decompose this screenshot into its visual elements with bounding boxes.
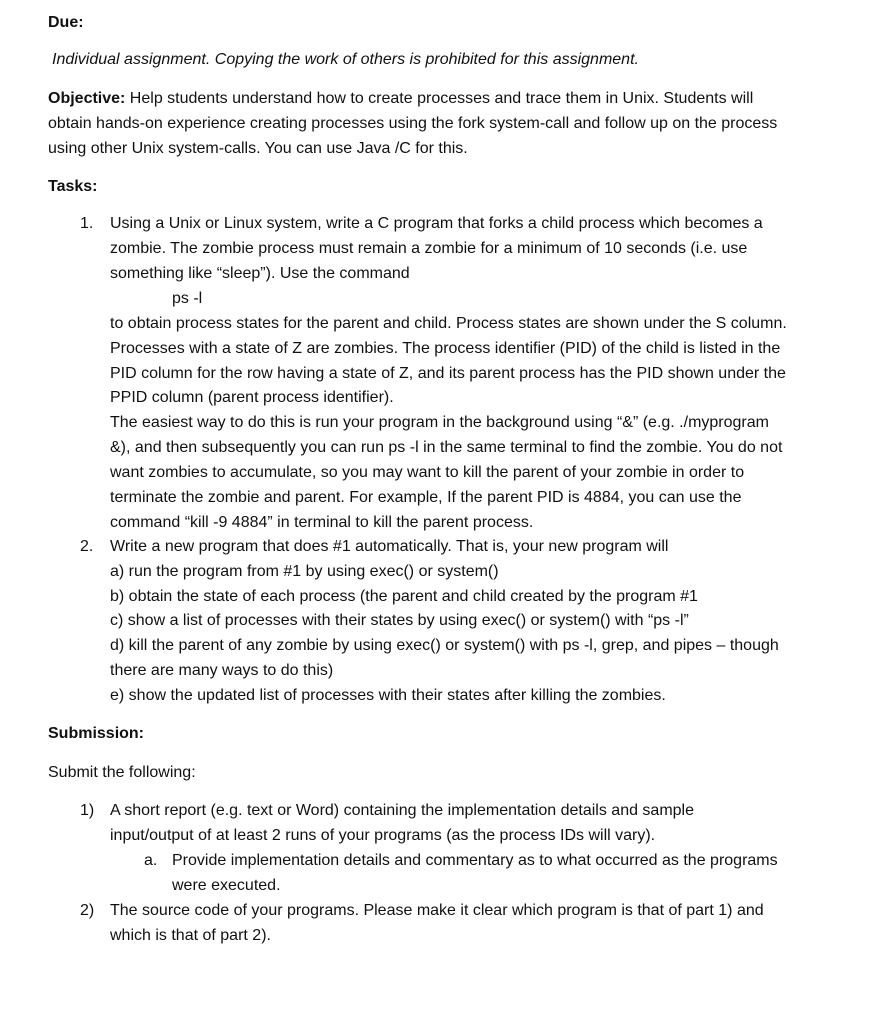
task-1-number: 1. bbox=[80, 215, 94, 232]
submission-subitem-a-line: were executed. bbox=[172, 877, 281, 894]
task-2-line: a) run the program from #1 by using exec() or system() bbox=[110, 563, 499, 580]
task-1-line: zombie. The zombie process must remain a zombie for a minimum of 10 seconds (i.e. use bbox=[110, 240, 748, 257]
task-1-line: to obtain process states for the parent and child. Process states are shown under the S column. bbox=[110, 315, 787, 332]
submission-subitem-a-line: Provide implementation details and commentary as to what occurred as the programs bbox=[172, 852, 778, 869]
task-2-line: there are many ways to do this) bbox=[110, 662, 334, 679]
submission-item-2-line: The source code of your programs. Please make it clear which program is that of part 1) and bbox=[110, 902, 764, 919]
objective-line-3: using other Unix system-calls. You can use Java /C for this. bbox=[48, 140, 468, 157]
submission-item-1-line: A short report (e.g. text or Word) containing the implementation details and sample bbox=[110, 802, 695, 819]
submission-item-1-number: 1) bbox=[80, 802, 95, 819]
objective-text-1: Help students understand how to create processes and trace them in Unix. Students will bbox=[125, 90, 754, 107]
task-1-line: something like “sleep”). Use the command bbox=[110, 265, 410, 282]
task-1-line: command “kill -9 4884” in terminal to kill the parent process. bbox=[110, 514, 534, 531]
task-1-line: want zombies to accumulate, so you may want to kill the parent of your zombie in order to bbox=[110, 464, 745, 481]
task-1-line: PID column for the row having a state of Z, and its parent process has the PID shown under the bbox=[110, 365, 786, 382]
objective-line-1 bbox=[48, 89, 753, 109]
submission-label: Submission: bbox=[48, 725, 145, 742]
task-2-line: b) obtain the state of each process (the parent and child created by the program #1 bbox=[110, 588, 698, 605]
submission-item-2-number: 2) bbox=[80, 902, 95, 919]
submission-intro: Submit the following: bbox=[48, 764, 196, 781]
individual-notice: Individual assignment. Copying the work of others is prohibited for this assignment. bbox=[52, 51, 639, 68]
submission-item-2-line: which is that of part 2). bbox=[110, 927, 271, 944]
task-2-line: d) kill the parent of any zombie by using exec() or system() with ps -l, grep, and pipes – though bbox=[110, 637, 779, 654]
objective-label: Objective: bbox=[48, 90, 126, 107]
task-1-line: &), and then subsequently you can run ps -l in the same terminal to find the zombie. You do not bbox=[110, 439, 783, 456]
submission-item-1-line: input/output of at least 2 runs of your programs (as the process IDs will vary). bbox=[110, 827, 656, 844]
task-2-number: 2. bbox=[80, 538, 94, 555]
task-1-line: terminate the zombie and parent. For example, If the parent PID is 4884, you can use the bbox=[110, 489, 742, 506]
task-2-line: e) show the updated list of processes with their states after killing the zombies. bbox=[110, 687, 666, 704]
tasks-label: Tasks: bbox=[48, 178, 98, 195]
task-2-line: c) show a list of processes with their states by using exec() or system() with “ps -l” bbox=[110, 612, 689, 629]
task-1-line: PPID column (parent process identifier). bbox=[110, 389, 394, 406]
task-1-line: Using a Unix or Linux system, write a C program that forks a child process which becomes a bbox=[110, 215, 763, 232]
due-label: Due: bbox=[48, 14, 84, 31]
task-2-line: Write a new program that does #1 automatically. That is, your new program will bbox=[110, 538, 669, 555]
task-1-line: The easiest way to do this is run your program in the background using “&” (e.g. ./myprogram bbox=[110, 414, 769, 431]
submission-subitem-a-number: a. bbox=[144, 852, 158, 869]
objective-line-2: obtain hands-on experience creating processes using the fork system-call and follow up on the process bbox=[48, 115, 778, 132]
ps-command: ps -l bbox=[172, 290, 203, 307]
task-1-line: Processes with a state of Z are zombies. The process identifier (PID) of the child is listed in the bbox=[110, 340, 781, 357]
